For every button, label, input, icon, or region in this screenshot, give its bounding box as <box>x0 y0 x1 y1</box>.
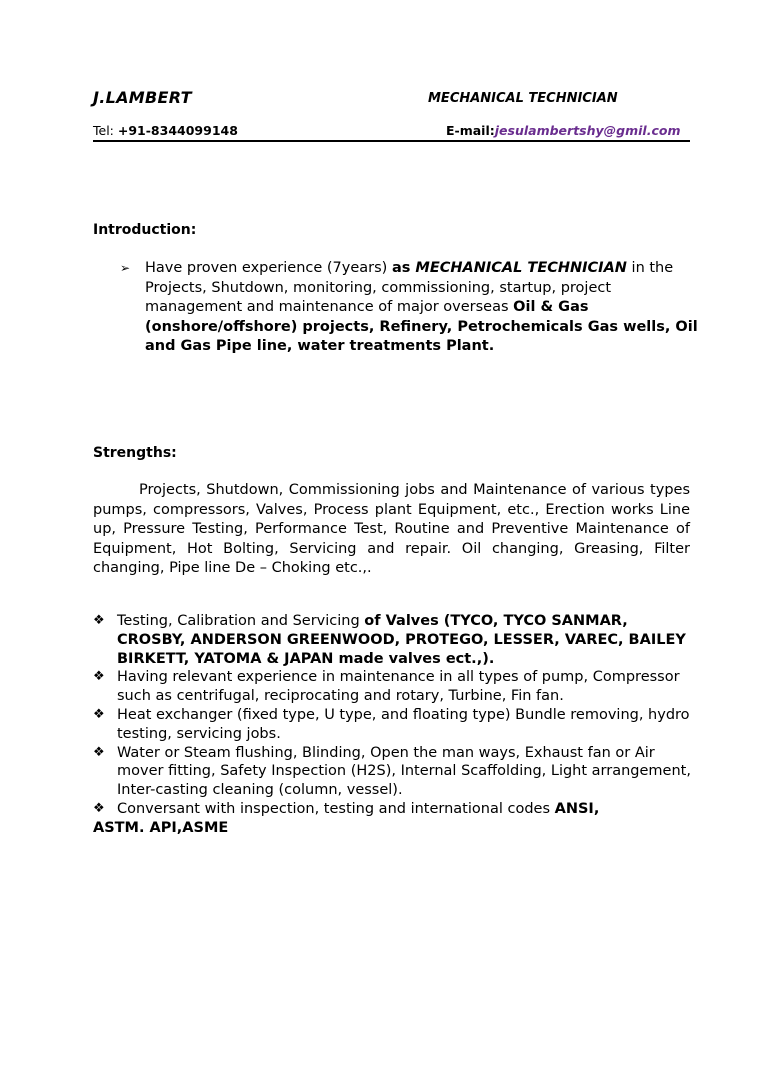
list-item <box>93 744 693 800</box>
bullet-lead-line <box>93 800 693 819</box>
skills-list <box>93 612 693 838</box>
intro-projects-bold: Oil & Gas (onshore/offshore) projects, Refinery, Petrochemicals Gas wells, Oil and Gas Pipe line, water treatments Plant. <box>145 299 698 354</box>
bullet-text: Having relevant experience in maintenance in all types of pump, Compressor such as centrifugal, reciprocating and rotary, Turbine, Fin fan. <box>117 669 680 705</box>
strengths-heading: Strengths: <box>93 445 177 461</box>
introduction-heading: Introduction: <box>93 222 197 238</box>
introduction-item <box>120 259 700 357</box>
bullet-text-bold: of Valves (TYCO, TYCO SANMAR, CROSBY, ANDERSON GREENWOOD, PROTEGO, LESSER, VAREC, BAILEY BIRKETT, YATOMA & JAPAN made valves ect.,). <box>117 613 686 667</box>
email-line <box>446 123 680 138</box>
diamond-bullet-icon: ❖ <box>93 744 105 760</box>
list-item <box>93 800 693 838</box>
bullet-text-bold: ANSI, <box>554 800 600 817</box>
phone-number: +91-8344099148 <box>117 123 238 138</box>
intro-text-as: as <box>391 260 416 276</box>
diamond-bullet-icon: ❖ <box>93 613 105 628</box>
bullet-text: Water or Steam flushing, Blinding, Open the man ways, Exhaust fan or Air mover fitting, Safety Inspection (H2S), Internal Scaffolding, Light arrangement, Inter-casting cleaning (column, vessel). <box>117 744 691 799</box>
intro-text-part: in the Projects, Shutdown, monitoring, commissioning, startup, project management and maintenance of major overseas <box>145 260 674 315</box>
diamond-bullet-icon: ❖ <box>93 669 105 685</box>
email-label: E-mail: <box>446 123 495 138</box>
list-item <box>93 706 693 744</box>
bullet-text: Conversant with inspection, testing and international codes <box>117 800 555 817</box>
strengths-text: Projects, Shutdown, Commissioning jobs and Maintenance of various types pumps, compressors, Valves, Process plant Equipment, etc., Erection works Line up, Pressure Testing, Performance Test, Routine and Preventive Maintenance of Equipment, Hot Bolting, Servicing and repair. Oil changing, Greasing, Filter changing, Pipe line De – Choking etc.,. <box>93 482 690 576</box>
strengths-paragraph <box>93 481 690 579</box>
header-divider <box>93 140 690 142</box>
introduction-text <box>145 259 700 357</box>
email-address[interactable]: jesulambertshy@gmil.com <box>494 123 681 138</box>
list-item <box>93 668 693 706</box>
intro-role-emphasis: MECHANICAL TECHNICIAN <box>415 260 627 276</box>
phone-line <box>93 123 238 138</box>
intro-text-part: Have proven experience (7years) <box>145 260 392 276</box>
diamond-bullet-icon: ❖ <box>93 800 105 816</box>
bullet-text: Testing, Calibration and Servicing <box>117 613 365 629</box>
phone-label: Tel: <box>93 123 118 138</box>
list-item <box>93 612 693 668</box>
bullet-text-bold: ASTM. API,ASME <box>93 819 229 836</box>
diamond-bullet-icon: ❖ <box>93 706 105 722</box>
arrow-bullet-icon: ➢ <box>120 261 131 275</box>
bullet-text: Heat exchanger (fixed type, U type, and floating type) Bundle removing, hydro testing, servicing jobs. <box>117 706 690 742</box>
job-title: MECHANICAL TECHNICIAN <box>428 91 618 106</box>
candidate-name: J.LAMBERT <box>93 88 192 107</box>
